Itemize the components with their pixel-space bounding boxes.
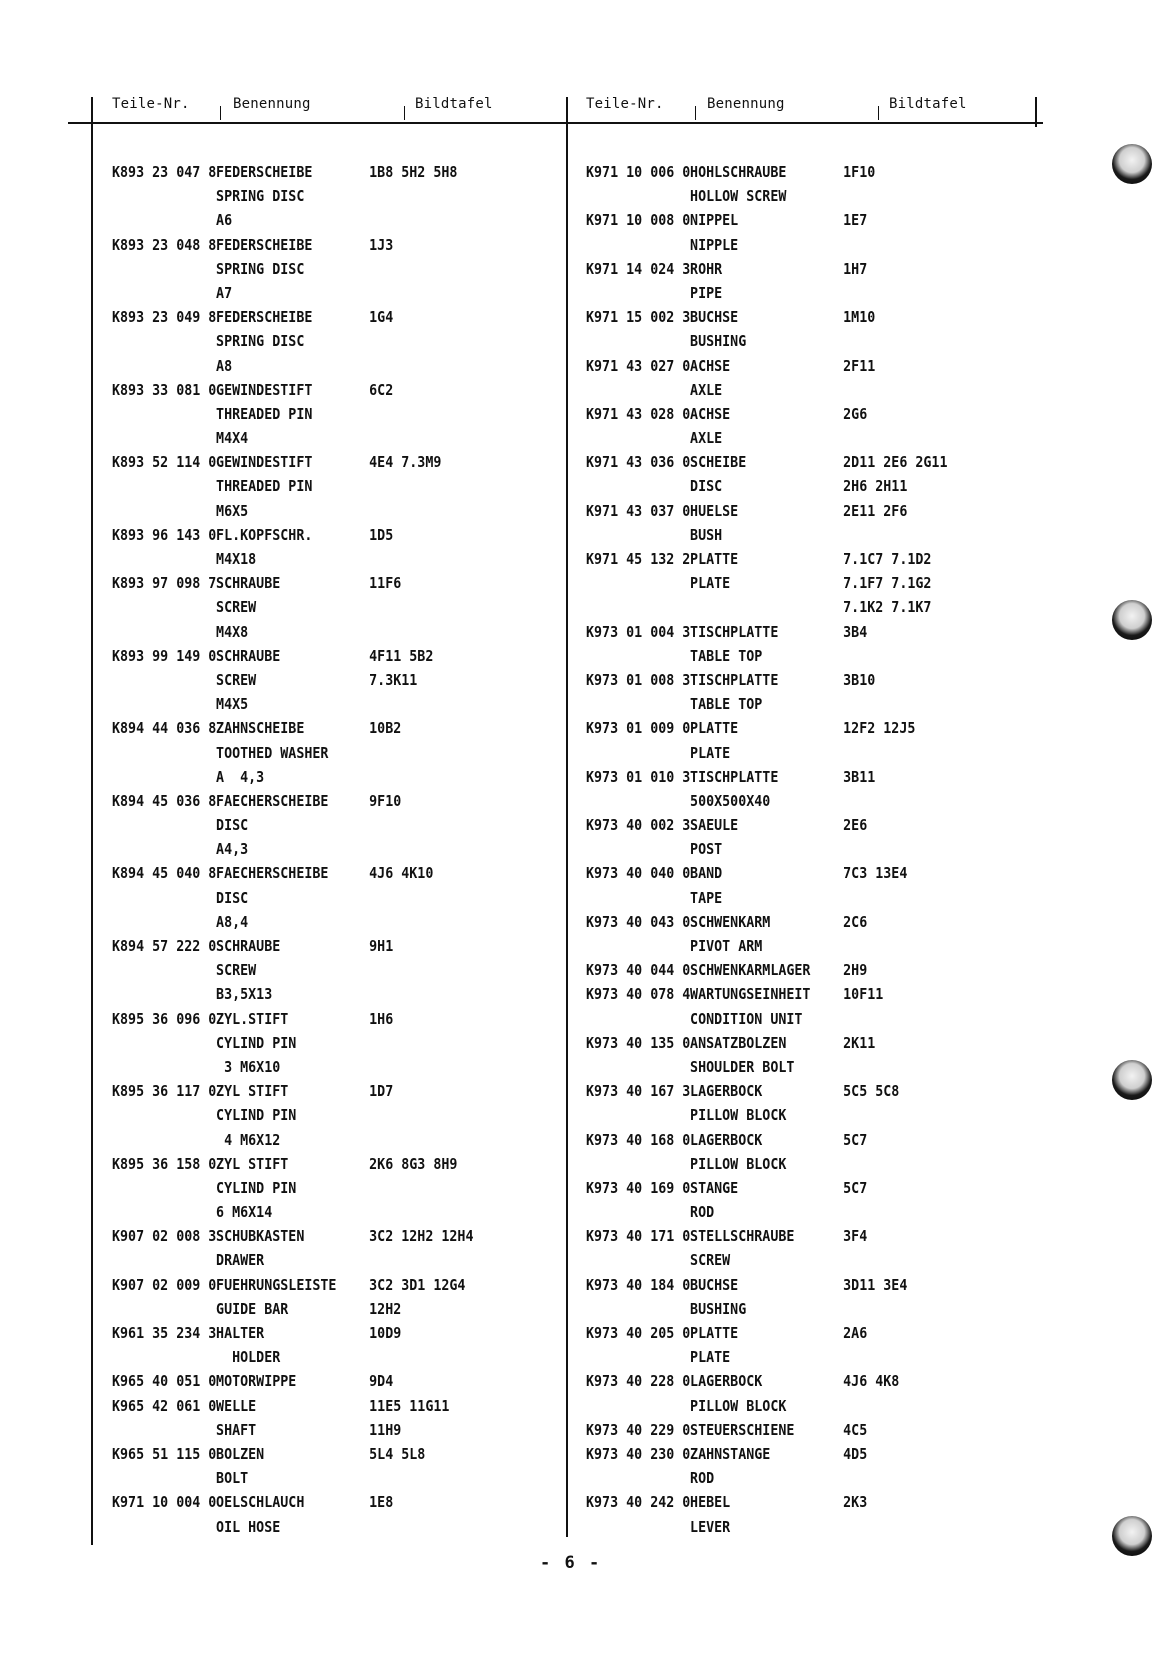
header-tick [695,106,696,120]
plate-reference: 6C2 [369,380,394,399]
part-description: A4,3 [216,840,249,859]
plate-reference: 7.3K11 [369,670,418,689]
left-border [91,97,93,1545]
part-number: K895 36 158 0 [112,1154,217,1173]
plate-reference: 4F11 5B2 [369,646,434,665]
part-number: K965 51 115 0 [112,1444,217,1463]
part-name: WELLE [216,1396,257,1415]
plate-reference: 7.1F7 7.1G2 [843,574,932,593]
punch-hole [1112,600,1152,640]
part-number: K973 40 205 0 [586,1324,691,1342]
part-description: PILLOW BLOCK [690,1396,787,1415]
part-number: K973 01 004 3 [586,622,691,641]
plate-reference: 5C5 5C8 [843,1082,900,1101]
part-description: 3 M6X10 [216,1057,281,1076]
plate-reference: 2K6 8G3 8H9 [369,1154,458,1173]
plate-reference: 3B4 [843,622,868,641]
part-description: NIPPLE [690,235,739,254]
part-number: K894 45 036 8 [112,791,217,810]
plate-reference: 5L4 5L8 [369,1444,426,1463]
plate-reference: 12F2 12J5 [843,719,916,738]
plate-reference: 4J6 4K10 [369,864,434,883]
part-number: K973 01 008 3 [586,670,691,689]
plate-reference: 2F11 [843,356,876,375]
plate-reference: 10D9 [369,1324,402,1342]
part-number: K973 40 184 0 [586,1275,691,1294]
part-name: SCHRAUBE [216,646,281,665]
part-description: LEVER [690,1517,731,1536]
part-number: K973 40 002 3 [586,816,691,835]
part-name: OELSCHLAUCH [216,1493,305,1512]
part-description: SCREW [216,670,257,689]
plate-reference: 2A6 [843,1324,868,1342]
part-name: SCHWENKARMLAGER [690,961,811,980]
plate-reference: 2K3 [843,1493,868,1512]
part-name: SCHEIBE [690,453,747,472]
part-name: TISCHPLATTE [690,670,779,689]
part-name: ZYL STIFT [216,1154,289,1173]
part-description: DISC [216,816,249,835]
part-number: K971 43 028 0 [586,404,691,423]
part-number: K971 43 036 0 [586,453,691,472]
plate-reference: 2H6 2H11 [843,477,908,496]
part-name: WARTUNGSEINHEIT [690,985,811,1004]
part-description: CONDITION UNIT [690,1009,803,1028]
plate-reference: 3C2 12H2 12H4 [369,1227,474,1246]
header-right-plate: Bildtafel [889,96,967,112]
part-description: BUSHING [690,1299,747,1318]
part-name: HEBEL [690,1493,731,1512]
part-description: BUSHING [690,332,747,351]
part-name: ACHSE [690,404,731,423]
part-name: FEDERSCHEIBE [216,308,313,327]
part-number: K973 40 135 0 [586,1033,691,1052]
part-name: TISCHPLATTE [690,622,779,641]
part-description: BOLT [216,1469,249,1488]
part-description: A7 [216,283,233,302]
punch-hole [1112,1516,1152,1556]
part-name: PLATTE [690,550,739,568]
part-number: K893 23 048 8 [112,235,217,254]
plate-reference: 2E11 2F6 [843,501,908,520]
part-name: ACHSE [690,356,731,375]
page-number: - 6 - [540,1553,602,1573]
plate-reference: 1B8 5H2 5H8 [369,163,458,181]
part-description: POST [690,840,723,859]
plate-reference: 11F6 [369,574,402,593]
plate-reference: 1F10 [843,163,876,181]
part-name: HUELSE [690,501,739,520]
part-name: NIPPEL [690,211,739,230]
part-description: CYLIND PIN [216,1033,297,1052]
right-border [1035,97,1037,127]
plate-reference: 1G4 [369,308,394,327]
part-description: SPRING DISC [216,259,305,278]
part-name: FEDERSCHEIBE [216,163,313,181]
plate-reference: 3B11 [843,767,876,786]
part-name: FAECHERSCHEIBE [216,864,329,883]
part-description: PILLOW BLOCK [690,1154,787,1173]
plate-reference: 2G6 [843,404,868,423]
part-description: TABLE TOP [690,695,763,714]
plate-reference: 7.1K2 7.1K7 [843,598,932,617]
part-name: ZAHNSCHEIBE [216,719,305,738]
part-number: K895 36 117 0 [112,1082,217,1101]
part-description: OIL HOSE [216,1517,281,1536]
part-name: GEWINDESTIFT [216,453,313,472]
part-description: PILLOW BLOCK [690,1106,787,1125]
plate-reference: 1D5 [369,525,394,544]
part-name: BUCHSE [690,308,739,327]
part-number: K973 40 168 0 [586,1130,691,1149]
part-name: HOHLSCHRAUBE [690,163,787,181]
part-name: SCHWENKARM [690,912,771,931]
part-description: DISC [690,477,723,496]
part-name: FAECHERSCHEIBE [216,791,329,810]
part-name: FUEHRUNGSLEISTE [216,1275,337,1294]
header-tick [404,106,405,120]
part-number: K907 02 009 0 [112,1275,217,1294]
part-description: TABLE TOP [690,646,763,665]
part-number: K894 45 040 8 [112,864,217,883]
part-name: ANSATZBOLZEN [690,1033,787,1052]
plate-reference: 1H7 [843,259,868,278]
part-number: K973 40 169 0 [586,1178,691,1197]
part-description: THREADED PIN [216,404,313,423]
part-description: 500X500X40 [690,791,771,810]
part-description: 6 M6X14 [216,1203,273,1222]
part-number: K894 57 222 0 [112,937,217,955]
plate-reference: 2E6 [843,816,868,835]
part-number: K893 99 149 0 [112,646,217,665]
plate-reference: 1J3 [369,235,394,254]
part-description: AXLE [690,380,723,399]
part-description: SCREW [216,961,257,980]
part-name: ZYL.STIFT [216,1009,289,1028]
part-description: PLATE [690,574,731,593]
part-description: B3,5X13 [216,985,273,1004]
part-number: K973 40 229 0 [586,1420,691,1439]
part-number: K971 10 006 0 [586,163,691,181]
plate-reference: 3D11 3E4 [843,1275,908,1294]
part-description: SPRING DISC [216,332,305,351]
part-number: K973 40 228 0 [586,1372,691,1391]
part-description: SPRING DISC [216,187,305,206]
part-name: STELLSCHRAUBE [690,1227,795,1246]
header-tick [220,106,221,120]
part-number: K893 23 047 8 [112,163,217,181]
part-number: K965 42 061 0 [112,1396,217,1415]
part-description: A8,4 [216,912,249,931]
plate-reference: 9H1 [369,937,394,955]
plate-reference: 3C2 3D1 12G4 [369,1275,466,1294]
plate-reference: 10B2 [369,719,402,738]
part-number: K961 35 234 3 [112,1324,217,1342]
part-description: M4X18 [216,550,257,568]
part-name: MOTORWIPPE [216,1372,297,1391]
plate-reference: 10F11 [843,985,884,1004]
plate-reference: 11H9 [369,1420,402,1439]
part-description: PLATE [690,1348,731,1367]
plate-reference: 9F10 [369,791,402,810]
part-description: PIVOT ARM [690,937,763,955]
part-name: GEWINDESTIFT [216,380,313,399]
plate-reference: 9D4 [369,1372,394,1391]
part-description: TAPE [690,888,723,907]
part-name: BAND [690,864,723,883]
header-tick [878,106,879,120]
punch-hole [1112,144,1152,184]
part-description: A 4,3 [216,767,265,786]
part-name: ZAHNSTANGE [690,1444,771,1463]
part-number: K971 43 037 0 [586,501,691,520]
part-description: M4X4 [216,429,249,448]
part-number: K893 23 049 8 [112,308,217,327]
plate-reference: 1H6 [369,1009,394,1028]
part-number: K971 14 024 3 [586,259,691,278]
part-name: TISCHPLATTE [690,767,779,786]
header-rule [68,122,1043,124]
part-description: PLATE [690,743,731,762]
column-divider [566,97,568,1537]
part-name: SCHRAUBE [216,937,281,955]
part-number: K893 33 081 0 [112,380,217,399]
plate-reference: 4C5 [843,1420,868,1439]
plate-reference: 4D5 [843,1444,868,1463]
header-left-name: Benennung [233,96,311,112]
part-description: A6 [216,211,233,230]
part-number: K973 40 043 0 [586,912,691,931]
part-description: PIPE [690,283,723,302]
part-name: LAGERBOCK [690,1372,763,1391]
part-number: K973 40 044 0 [586,961,691,980]
part-name: HALTER [216,1324,265,1342]
part-number: K971 10 008 0 [586,211,691,230]
plate-reference: 2D11 2E6 2G11 [843,453,948,472]
header-left-part-no: Teile-Nr. [112,96,190,112]
part-number: K971 45 132 2 [586,550,691,568]
part-name: SAEULE [690,816,739,835]
part-name: FL.KOPFSCHR. [216,525,313,544]
part-number: K973 40 242 0 [586,1493,691,1512]
part-number: K971 15 002 3 [586,308,691,327]
part-number: K973 40 171 0 [586,1227,691,1246]
part-number: K907 02 008 3 [112,1227,217,1246]
plate-reference: 2C6 [843,912,868,931]
part-description: M4X5 [216,695,249,714]
part-number: K894 44 036 8 [112,719,217,738]
part-description: CYLIND PIN [216,1178,297,1197]
header-right-part-no: Teile-Nr. [586,96,664,112]
part-name: ROHR [690,259,723,278]
part-description: A8 [216,356,233,375]
part-number: K965 40 051 0 [112,1372,217,1391]
part-description: HOLDER [216,1348,281,1367]
part-name: LAGERBOCK [690,1082,763,1101]
plate-reference: 4J6 4K8 [843,1372,900,1391]
part-name: SCHRAUBE [216,574,281,593]
part-name: BUCHSE [690,1275,739,1294]
part-number: K893 52 114 0 [112,453,217,472]
part-description: SCREW [690,1251,731,1270]
part-name: PLATTE [690,1324,739,1342]
plate-reference: 3F4 [843,1227,868,1246]
part-description: TOOTHED WASHER [216,743,329,762]
part-description: ROD [690,1469,715,1488]
part-description: AXLE [690,429,723,448]
part-number: K973 40 230 0 [586,1444,691,1463]
plate-reference: 1M10 [843,308,876,327]
plate-reference: 1E8 [369,1493,394,1512]
part-name: LAGERBOCK [690,1130,763,1149]
plate-reference: 7.1C7 7.1D2 [843,550,932,568]
part-number: K895 36 096 0 [112,1009,217,1028]
plate-reference: 2H9 [843,961,868,980]
part-name: SCHUBKASTEN [216,1227,305,1246]
part-description: CYLIND PIN [216,1106,297,1125]
header-left-plate: Bildtafel [415,96,493,112]
part-description: DISC [216,888,249,907]
punch-hole [1112,1060,1152,1100]
part-name: ZYL STIFT [216,1082,289,1101]
part-description: SCREW [216,598,257,617]
part-number: K973 40 078 4 [586,985,691,1004]
part-number: K893 96 143 0 [112,525,217,544]
plate-reference: 5C7 [843,1178,868,1197]
part-name: FEDERSCHEIBE [216,235,313,254]
plate-reference: 2K11 [843,1033,876,1052]
part-description: SHAFT [216,1420,257,1439]
plate-reference: 1E7 [843,211,868,230]
part-number: K893 97 098 7 [112,574,217,593]
part-description: 4 M6X12 [216,1130,281,1149]
part-description: THREADED PIN [216,477,313,496]
plate-reference: 5C7 [843,1130,868,1149]
part-name: PLATTE [690,719,739,738]
header-right-name: Benennung [707,96,785,112]
plate-reference: 3B10 [843,670,876,689]
part-description: ROD [690,1203,715,1222]
plate-reference: 11E5 11G11 [369,1396,450,1415]
plate-reference: 4E4 7.3M9 [369,453,442,472]
part-number: K971 10 004 0 [112,1493,217,1512]
part-number: K973 01 009 0 [586,719,691,738]
part-number: K971 43 027 0 [586,356,691,375]
part-description: SHOULDER BOLT [690,1057,795,1076]
part-description: BUSH [690,525,723,544]
plate-reference: 1D7 [369,1082,394,1101]
part-description: DRAWER [216,1251,265,1270]
part-number: K973 01 010 3 [586,767,691,786]
part-description: M4X8 [216,622,249,641]
part-description: GUIDE BAR [216,1299,289,1318]
part-name: STEUERSCHIENE [690,1420,795,1439]
plate-reference: 7C3 13E4 [843,864,908,883]
part-number: K973 40 167 3 [586,1082,691,1101]
part-name: STANGE [690,1178,739,1197]
part-name: BOLZEN [216,1444,265,1463]
plate-reference: 12H2 [369,1299,402,1318]
part-description: HOLLOW SCREW [690,187,787,206]
part-number: K973 40 040 0 [586,864,691,883]
part-description: M6X5 [216,501,249,520]
